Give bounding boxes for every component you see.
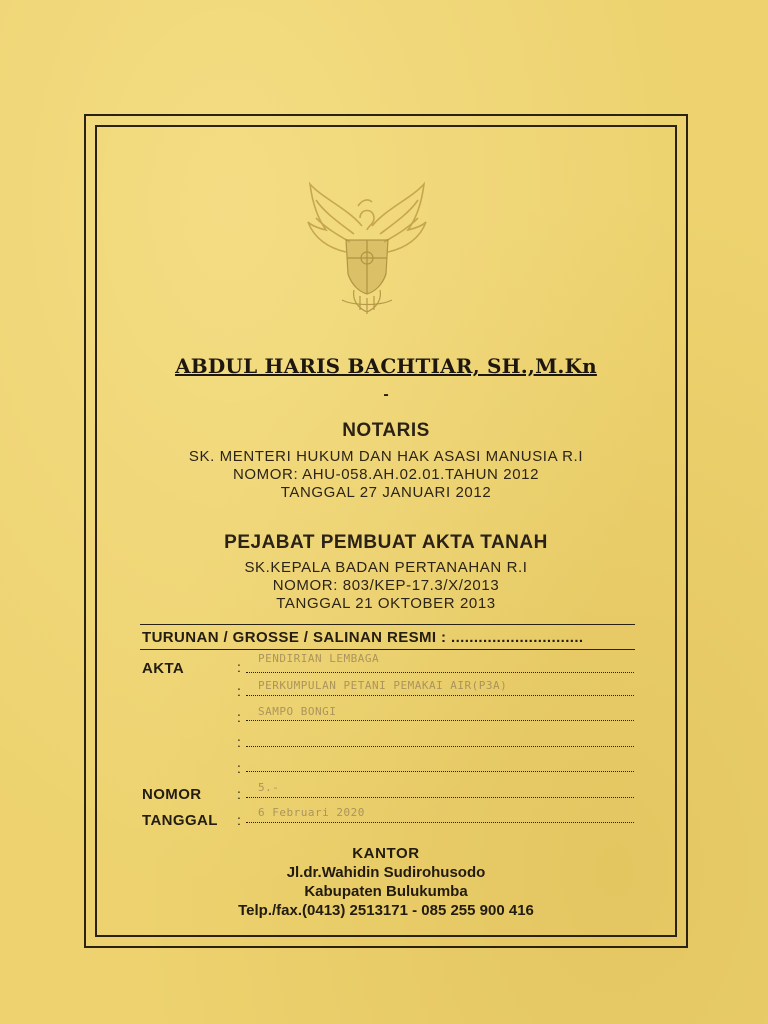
ppat-number: NOMOR: 803/KEP-17.3/X/2013 [272,577,500,594]
bottom-rule [140,649,635,650]
ppat-decree: SK.KEPALA BADAN PERTANAHAN R.I [244,559,528,576]
akta-dotted-line [246,671,634,673]
akta-label: AKTA [142,660,185,677]
notary-name: ABDUL HARIS BACHTIAR, SH.,M.Kn [175,354,597,378]
akta-line-1: PENDIRIAN LEMBAGA [258,652,380,665]
nomor-label: NOMOR [142,786,202,803]
akta-line-3: SAMPO BONGI [258,705,337,718]
notary-title: NOTARIS [342,420,430,441]
notary-date: TANGGAL 27 JANUARI 2012 [280,484,492,501]
ppat-title: PEJABAT PEMBUAT AKTA TANAH [224,532,548,553]
akta-dotted-line [246,694,634,696]
nomor-dotted-line [246,796,634,798]
tanggal-dotted-line [246,821,634,823]
tanggal-value: 6 Februari 2020 [258,806,365,819]
copy-type-line: TURUNAN / GROSSE / SALINAN RESMI : ............................. [142,629,584,646]
akta-dotted-line [246,719,634,721]
akta-colon: : [237,709,241,725]
notary-number: NOMOR: AHU-058.AH.02.01.TAHUN 2012 [232,466,540,483]
akta-colon: : [237,659,241,675]
ppat-date: TANGGAL 21 OKTOBER 2013 [276,595,496,612]
akta-line-2: PERKUMPULAN PETANI PEMAKAI AIR(P3A) [258,679,508,692]
office-street: Jl.dr.Wahidin Sudirohusodo [286,864,486,881]
top-rule [140,624,635,625]
garuda-emblem-icon [302,178,432,318]
nomor-colon: : [237,786,241,802]
tanggal-colon: : [237,812,241,828]
akta-colon: : [237,683,241,699]
akta-colon: : [237,760,241,776]
office-regency: Kabupaten Bulukumba [304,883,468,900]
tanggal-label: TANGGAL [142,812,218,829]
separator-dash: - [383,386,389,403]
akta-dotted-line [246,770,634,772]
office-heading: KANTOR [352,845,420,862]
notary-decree: SK. MENTERI HUKUM DAN HAK ASASI MANUSIA R.I [188,448,584,465]
akta-colon: : [237,734,241,750]
akta-dotted-line [246,745,634,747]
office-phone: Telp./fax.(0413) 2513171 - 085 255 900 416 [238,902,534,919]
nomor-value: 5.- [258,781,280,794]
